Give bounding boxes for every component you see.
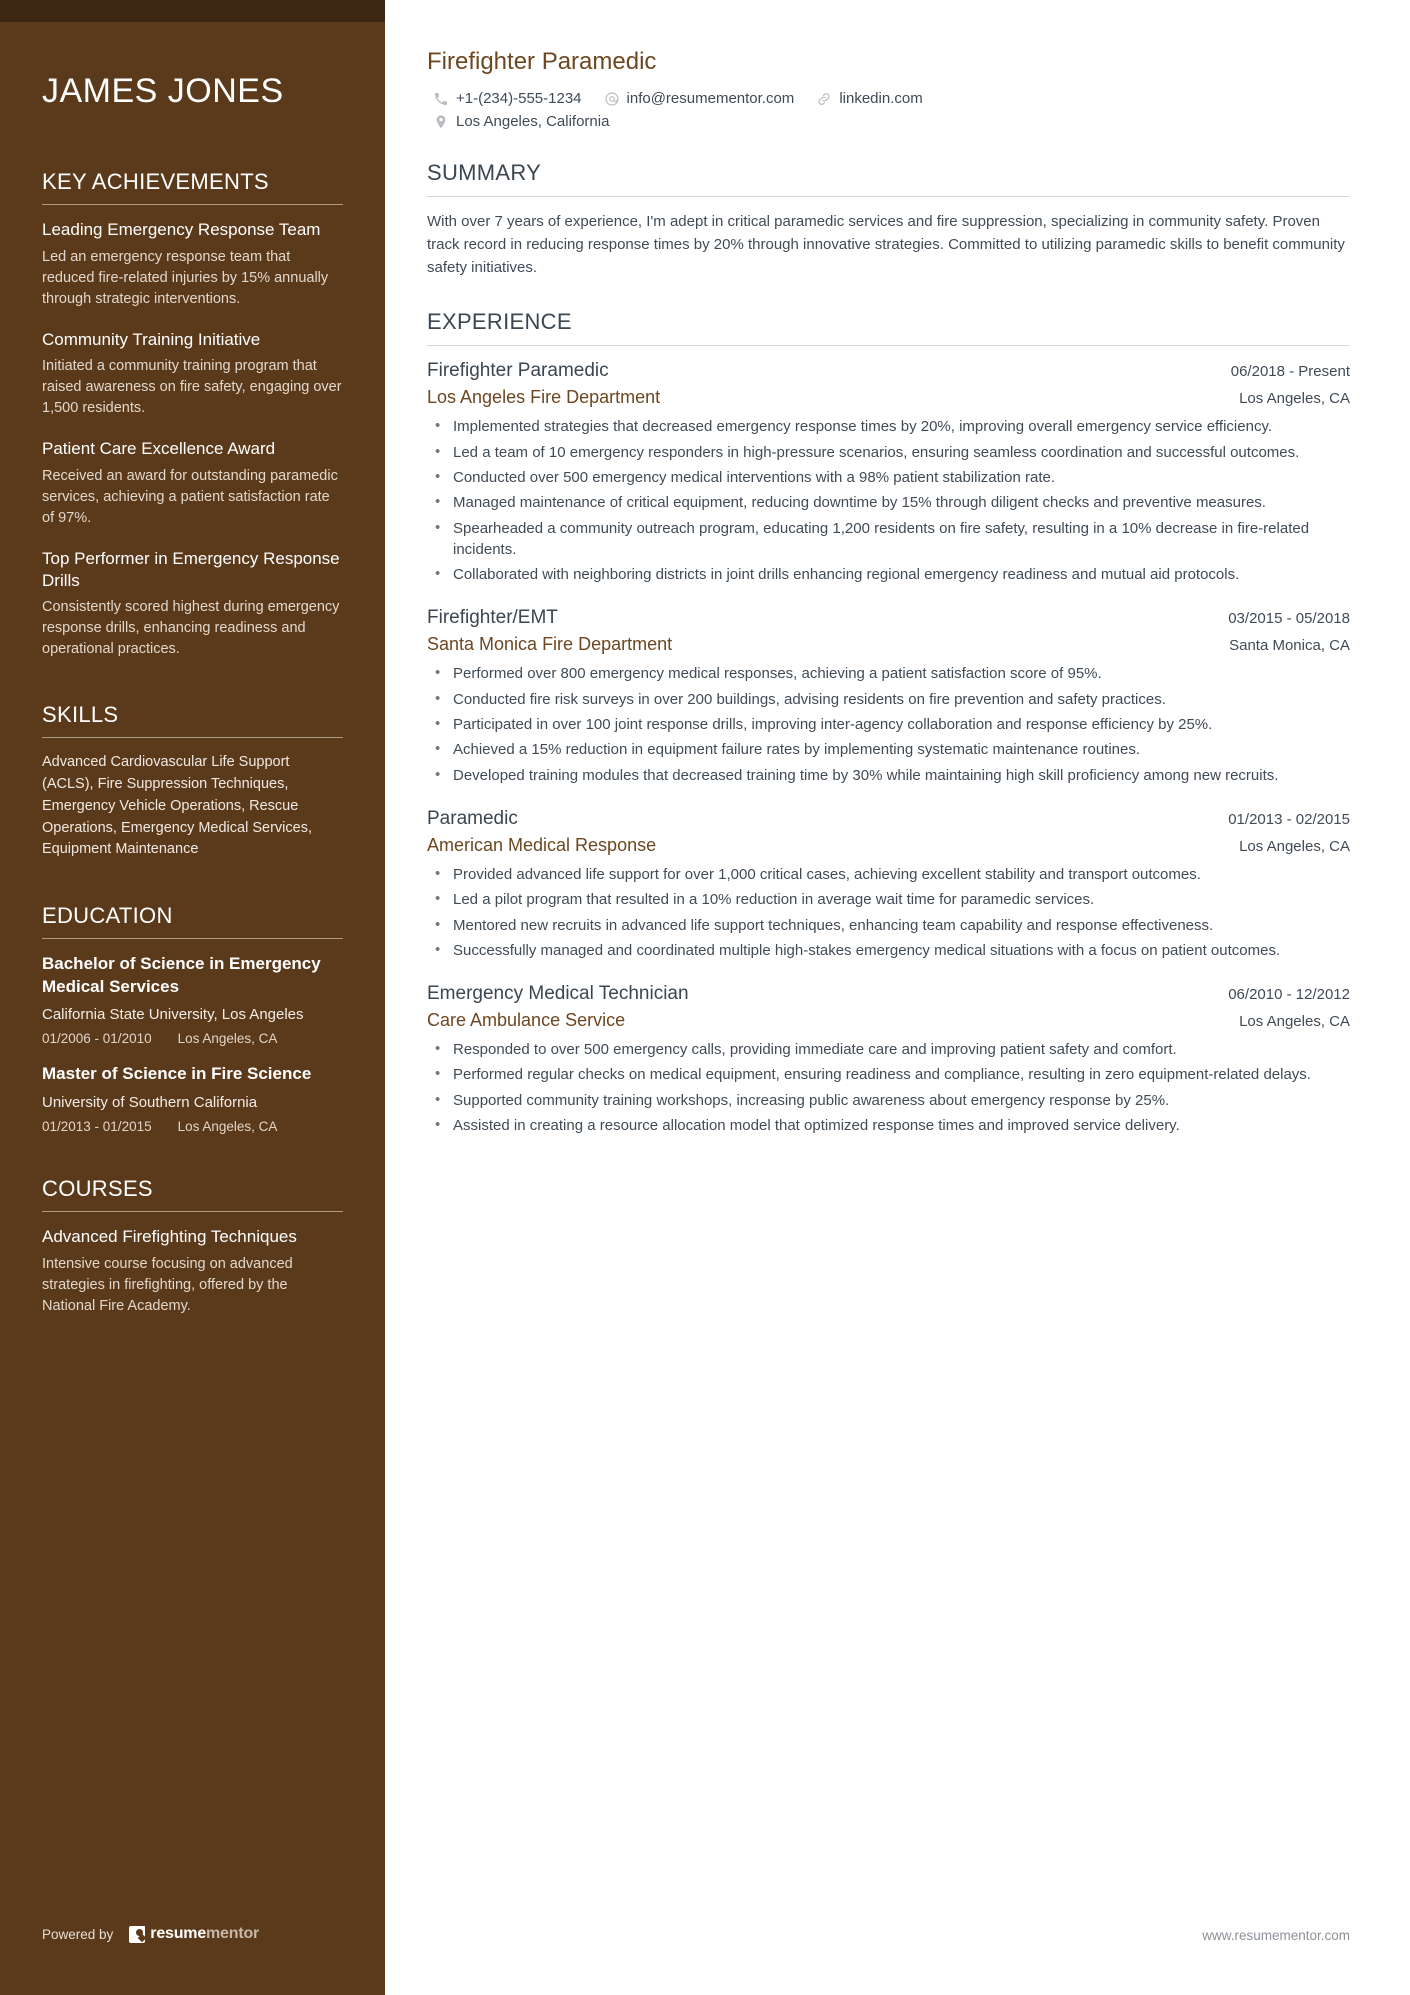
powered-by-label: Powered by (42, 1926, 114, 1942)
main-content (385, 0, 1410, 1995)
divider (42, 938, 343, 939)
section-education (42, 903, 343, 1134)
achievement-title: Top Performer in Emergency Response Drills (42, 548, 340, 590)
experience-dates: 01/2013 - 02/2015 (1228, 810, 1350, 828)
bullet: • Assisted in creating a resource allocation model that optimized response times and improved service delivery. (427, 1115, 1350, 1136)
education-location: Los Angeles, CA (177, 1031, 278, 1047)
experience-item (427, 607, 1350, 785)
experience-bullets (427, 1039, 1350, 1136)
bullet: • Spearheaded a community outreach program, educating 1,200 residents on fire safety, resulting in a 10% decrease in fire-related incidents. (427, 518, 1350, 561)
contact-email[interactable] (604, 90, 795, 107)
experience-title-row (427, 360, 1350, 382)
education-degree: Bachelor of Science in Emergency Medical Services (42, 954, 321, 996)
education-dates: 01/2013 - 01/2015 (42, 1119, 152, 1135)
skills-list: Advanced Cardiovascular Life Support (ACLS), Fire Suppression Techniques, Emergency Vehicle Operations, Rescue Operations, Emergency Medical Services, Equipment Maintenance (42, 754, 312, 858)
experience-item (427, 360, 1350, 585)
experience-bullets (427, 663, 1350, 785)
course-title: Advanced Firefighting Techniques (42, 1227, 297, 1247)
bullet: • Led a pilot program that resulted in a 10% reduction in average wait time for paramedic services. (427, 889, 1350, 910)
divider (42, 1211, 343, 1212)
contact-row-primary (427, 90, 1350, 107)
contact-row-location (427, 113, 1350, 130)
job-headline: Firefighter Paramedic (427, 48, 657, 75)
education-meta (42, 1031, 343, 1046)
map-pin-icon (433, 114, 449, 130)
education-item (42, 1063, 343, 1134)
experience-dates: 06/2018 - Present (1230, 363, 1350, 381)
experience-location: Los Angeles, CA (1239, 1013, 1350, 1031)
education-item (42, 953, 343, 1046)
section-summary (427, 160, 1350, 279)
achievement-description: Received an award for outstanding paramedic services, achieving a patient satisfaction rate of 97%. (42, 467, 338, 526)
course-description: Intensive course focusing on advanced strategies in firefighting, offered by the National Fire Academy. (42, 1255, 293, 1314)
experience-company: American Medical Response (427, 834, 657, 855)
summary-text: With over 7 years of experience, I'm adept in critical paramedic services and fire suppression, specializing in community safety. Proven track record in reducing response times by 20% through innovative strategies. Committed to utilizing paramedic skills to benefit community safety initiatives. (427, 213, 1345, 276)
experience-dates: 03/2015 - 05/2018 (1228, 610, 1350, 628)
resumementor-logo (129, 1925, 259, 1943)
experience-bullets (427, 416, 1350, 585)
education-degree: Master of Science in Fire Science (42, 1064, 312, 1084)
key-achievements-heading: KEY ACHIEVEMENTS (42, 169, 269, 195)
bullet: • Developed training modules that decreased training time by 30% while maintaining high skill proficiency among new recruits. (427, 765, 1350, 786)
education-heading: EDUCATION (42, 903, 173, 929)
bullet: • Performed over 800 emergency medical responses, achieving a patient satisfaction score of 95%. (427, 663, 1350, 684)
experience-title: Emergency Medical Technician (427, 983, 689, 1005)
section-courses (42, 1176, 343, 1317)
candidate-name: JAMES JONES (42, 72, 284, 110)
bullet: • Managed maintenance of critical equipment, reducing downtime by 15% through diligent checks and preventive measures. (427, 492, 1350, 513)
achievement-item (42, 438, 343, 528)
achievement-description: Led an emergency response team that reduced fire-related injuries by 15% annually through strategic interventions. (42, 248, 329, 307)
contact-location (433, 113, 609, 130)
sidebar-top-strip (0, 0, 385, 22)
experience-company-row (427, 387, 1350, 408)
achievement-description: Consistently scored highest during emergency response drills, enhancing readiness and operational practices. (42, 599, 340, 658)
experience-dates: 06/2010 - 12/2012 (1228, 986, 1350, 1004)
bullet: • Led a team of 10 emergency responders in high-pressure scenarios, ensuring seamless coordination and successful outcomes. (427, 442, 1350, 463)
bullet: • Responded to over 500 emergency calls, providing immediate care and improving patient safety and comfort. (427, 1039, 1350, 1060)
experience-title: Paramedic (427, 807, 518, 829)
experience-location: Santa Monica, CA (1229, 637, 1350, 655)
divider (42, 737, 343, 738)
link-icon (816, 91, 832, 107)
experience-item (427, 983, 1350, 1136)
course-item (42, 1226, 343, 1317)
experience-location: Los Angeles, CA (1239, 390, 1350, 408)
divider (42, 204, 343, 205)
achievement-item (42, 219, 343, 309)
section-skills (42, 702, 343, 861)
bullet: • Mentored new recruits in advanced life support techniques, enhancing team capability and response effectiveness. (427, 915, 1350, 936)
bullet: • Collaborated with neighboring districts in joint drills enhancing regional emergency readiness and mutual aid protocols. (427, 564, 1350, 585)
education-school: California State University, Los Angeles (42, 1006, 304, 1024)
achievement-title: Patient Care Excellence Award (42, 439, 276, 459)
experience-company: Los Angeles Fire Department (427, 387, 661, 408)
contact-location-text: Los Angeles, California (456, 113, 610, 130)
contact-block (427, 90, 1350, 130)
experience-bullets (427, 864, 1350, 961)
bullet: • Participated in over 100 joint response drills, improving inter-agency collaboration and response efficiency by 25%. (427, 714, 1350, 735)
bullet: • Conducted fire risk surveys in over 200 buildings, advising residents on fire prevention and safety practices. (427, 689, 1350, 710)
experience-title: Firefighter/EMT (427, 607, 558, 629)
phone-icon (433, 91, 449, 107)
divider (427, 196, 1350, 197)
education-meta (42, 1119, 343, 1134)
email-at-icon (604, 91, 620, 107)
skills-heading: SKILLS (42, 702, 119, 728)
contact-email-text: info@resumementor.com (626, 90, 795, 107)
achievement-title: Leading Emergency Response Team (42, 220, 321, 240)
experience-item (427, 808, 1350, 961)
experience-title-row (427, 607, 1350, 629)
section-experience (427, 309, 1350, 1136)
experience-company-row (427, 634, 1350, 655)
experience-heading: EXPERIENCE (427, 309, 572, 335)
contact-website[interactable] (816, 90, 922, 107)
experience-title-row (427, 808, 1350, 830)
brand-wordmark (150, 1925, 259, 1943)
contact-website-text: linkedin.com (839, 90, 923, 107)
sidebar-footer (42, 1925, 259, 1943)
contact-phone[interactable] (433, 90, 582, 107)
bullet: • Supported community training workshops, increasing public awareness about emergency response by 25%. (427, 1090, 1350, 1111)
courses-heading: COURSES (42, 1176, 153, 1202)
education-location: Los Angeles, CA (177, 1119, 278, 1135)
achievement-description: Initiated a community training program that raised awareness on fire safety, engaging over 1,500 residents. (42, 358, 342, 417)
education-dates: 01/2006 - 01/2010 (42, 1031, 152, 1047)
bullet: • Provided advanced life support for over 1,000 critical cases, achieving excellent stability and transport outcomes. (427, 864, 1350, 885)
sidebar (0, 0, 385, 1995)
section-key-achievements (42, 169, 343, 660)
achievement-title: Community Training Initiative (42, 329, 261, 349)
brand-bold: resume (150, 1925, 207, 1942)
bullet: • Successfully managed and coordinated multiple high-stakes emergency medical situations with a focus on patient outcomes. (427, 940, 1350, 961)
experience-company: Santa Monica Fire Department (427, 634, 673, 655)
experience-company: Care Ambulance Service (427, 1010, 626, 1031)
brand-light: mentor (206, 1925, 260, 1942)
bullet: • Performed regular checks on medical equipment, ensuring readiness and compliance, resulting in zero equipment-related delays. (427, 1064, 1350, 1085)
experience-company-row (427, 835, 1350, 856)
education-school: University of Southern California (42, 1094, 258, 1112)
bullet: • Implemented strategies that decreased emergency response times by 20%, improving overall emergency service efficiency. (427, 416, 1350, 437)
experience-location: Los Angeles, CA (1239, 837, 1350, 855)
divider (427, 345, 1350, 346)
achievement-item (42, 329, 343, 419)
brand-mark-icon (129, 1926, 145, 1943)
bullet: • Achieved a 15% reduction in equipment failure rates by implementing systematic maintenance routines. (427, 739, 1350, 760)
experience-title-row (427, 983, 1350, 1005)
experience-company-row (427, 1010, 1350, 1031)
contact-phone-text: +1-(234)-555-1234 (456, 90, 582, 107)
experience-title: Firefighter Paramedic (427, 360, 609, 382)
achievement-item (42, 548, 343, 661)
summary-heading: SUMMARY (427, 160, 542, 185)
footer-url: www.resumementor.com (1202, 1928, 1350, 1943)
bullet: • Conducted over 500 emergency medical interventions with a 98% patient stabilization rate. (427, 467, 1350, 488)
